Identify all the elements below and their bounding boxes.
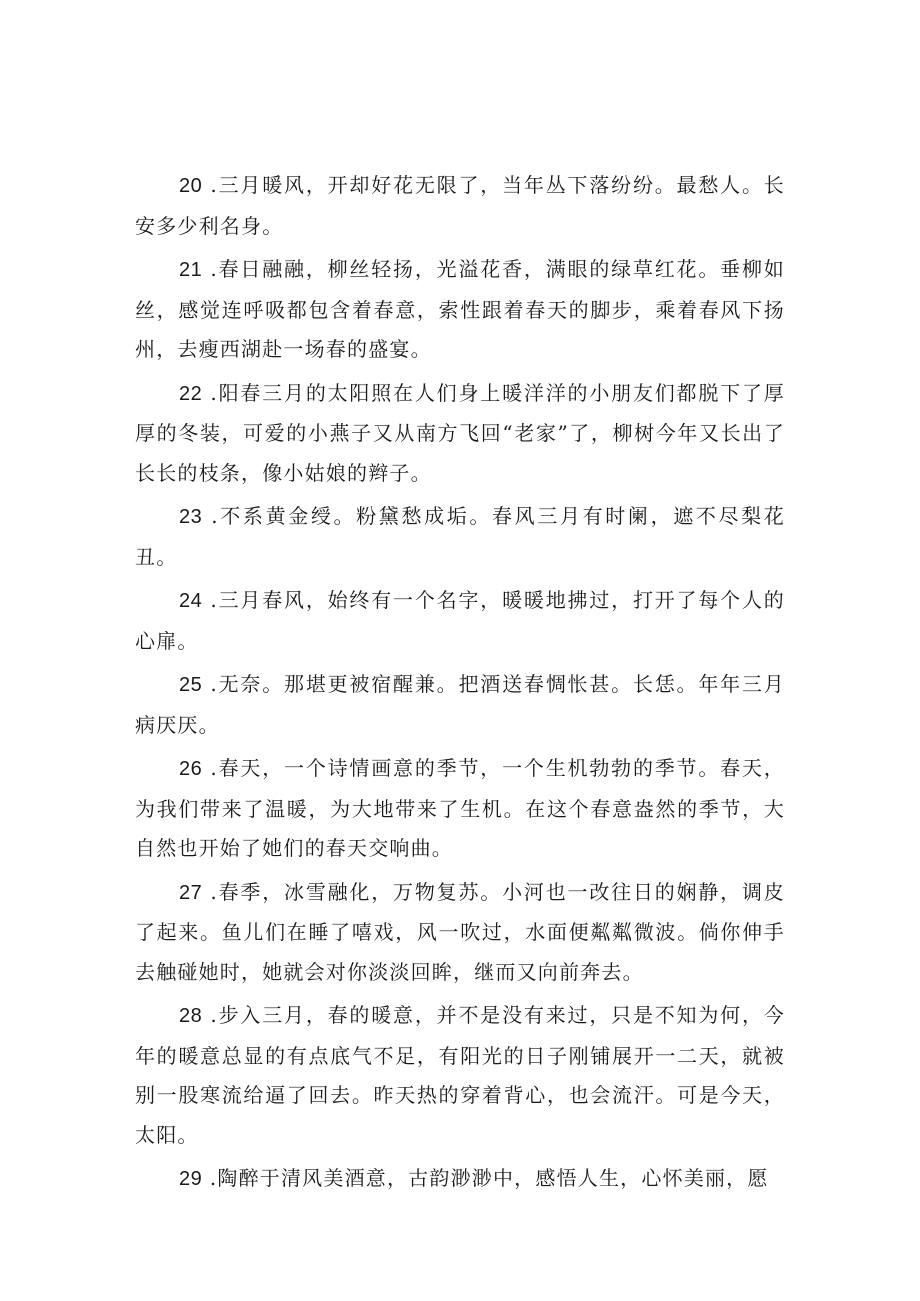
paragraph-text: .春天，一个诗情画意的季节，一个生机勃勃的季节。春天，为我们带来了温暖，为大地带来了生机。在这个春意盎然的季节，大自然也开始了她们的春天交响曲。 (135, 756, 785, 860)
paragraph-23 (135, 497, 785, 577)
paragraph-text: .春日融融，柳丝轻扬，光溢花香，满眼的绿草红花。垂柳如丝，感觉连呼吸都包含着春意，索性跟着春天的脚步，乘着春风下扬州，去瘦西湖赴一场春的盛宴。 (135, 257, 785, 361)
paragraph-number: 21 (179, 259, 203, 281)
paragraph-number: 27 (179, 881, 203, 904)
paragraph-text: .无奈。那堪更被宿醒兼。把酒送春惆怅甚。长恁。年年三月病厌厌。 (135, 672, 785, 737)
paragraph-number: 22 (179, 382, 203, 405)
paragraph-24 (135, 581, 785, 661)
paragraph-text: .阳春三月的太阳照在人们身上暖洋洋的小朋友们都脱下了厚厚的冬装，可爱的小燕子又从南方飞回“老家”了，柳树今年又长出了长长的枝条，像小姑娘的辫子。 (135, 380, 785, 485)
paragraph-text: .不系黄金绶。粉黛愁成垢。春风三月有时阑，遮不尽梨花丑。 (135, 504, 786, 569)
paragraph-number: 24 (179, 590, 203, 612)
paragraph-27 (135, 873, 785, 993)
paragraph-28 (135, 996, 785, 1155)
paragraph-22 (135, 374, 785, 494)
paragraph-text: .陶醉于清风美酒意，古韵渺渺中，感悟人生，心怀美丽，愿 (209, 1166, 769, 1190)
paragraph-25 (135, 665, 785, 745)
paragraph-26 (135, 749, 785, 869)
paragraph-number: 29 (179, 1168, 203, 1190)
paragraph-number: 23 (179, 506, 203, 528)
paragraph-number: 20 (179, 175, 203, 197)
paragraph-29 (135, 1159, 785, 1200)
paragraph-number: 25 (179, 674, 203, 696)
document-body (135, 166, 785, 1204)
paragraph-text: .步入三月，春的暖意，并不是没有来过，只是不知为何，今年的暖意总显的有点底气不足，有阳光的日子刚铺展开一二天，就被别一股寒流给逼了回去。昨天热的穿着背心，也会流汗。可是今天，太阳。 (135, 1003, 785, 1147)
paragraph-21 (135, 250, 785, 370)
paragraph-text: .三月春风，始终有一个名字，暖暖地拂过，打开了每个人的心扉。 (135, 588, 785, 653)
paragraph-number: 28 (179, 1005, 203, 1027)
paragraph-number: 26 (179, 758, 203, 780)
paragraph-text: .春季，冰雪融化，万物复苏。小河也一改往日的娴静，调皮了起来。鱼儿们在睡了嘻戏，风一吹过，水面便粼粼微波。倘你伸手去触碰她时，她就会对你淡淡回眸，继而又向前奔去。 (135, 879, 785, 984)
paragraph-20 (135, 166, 785, 246)
paragraph-text: .三月暖风，开却好花无限了，当年丛下落纷纷。最愁人。长安多少利名身。 (135, 173, 785, 238)
